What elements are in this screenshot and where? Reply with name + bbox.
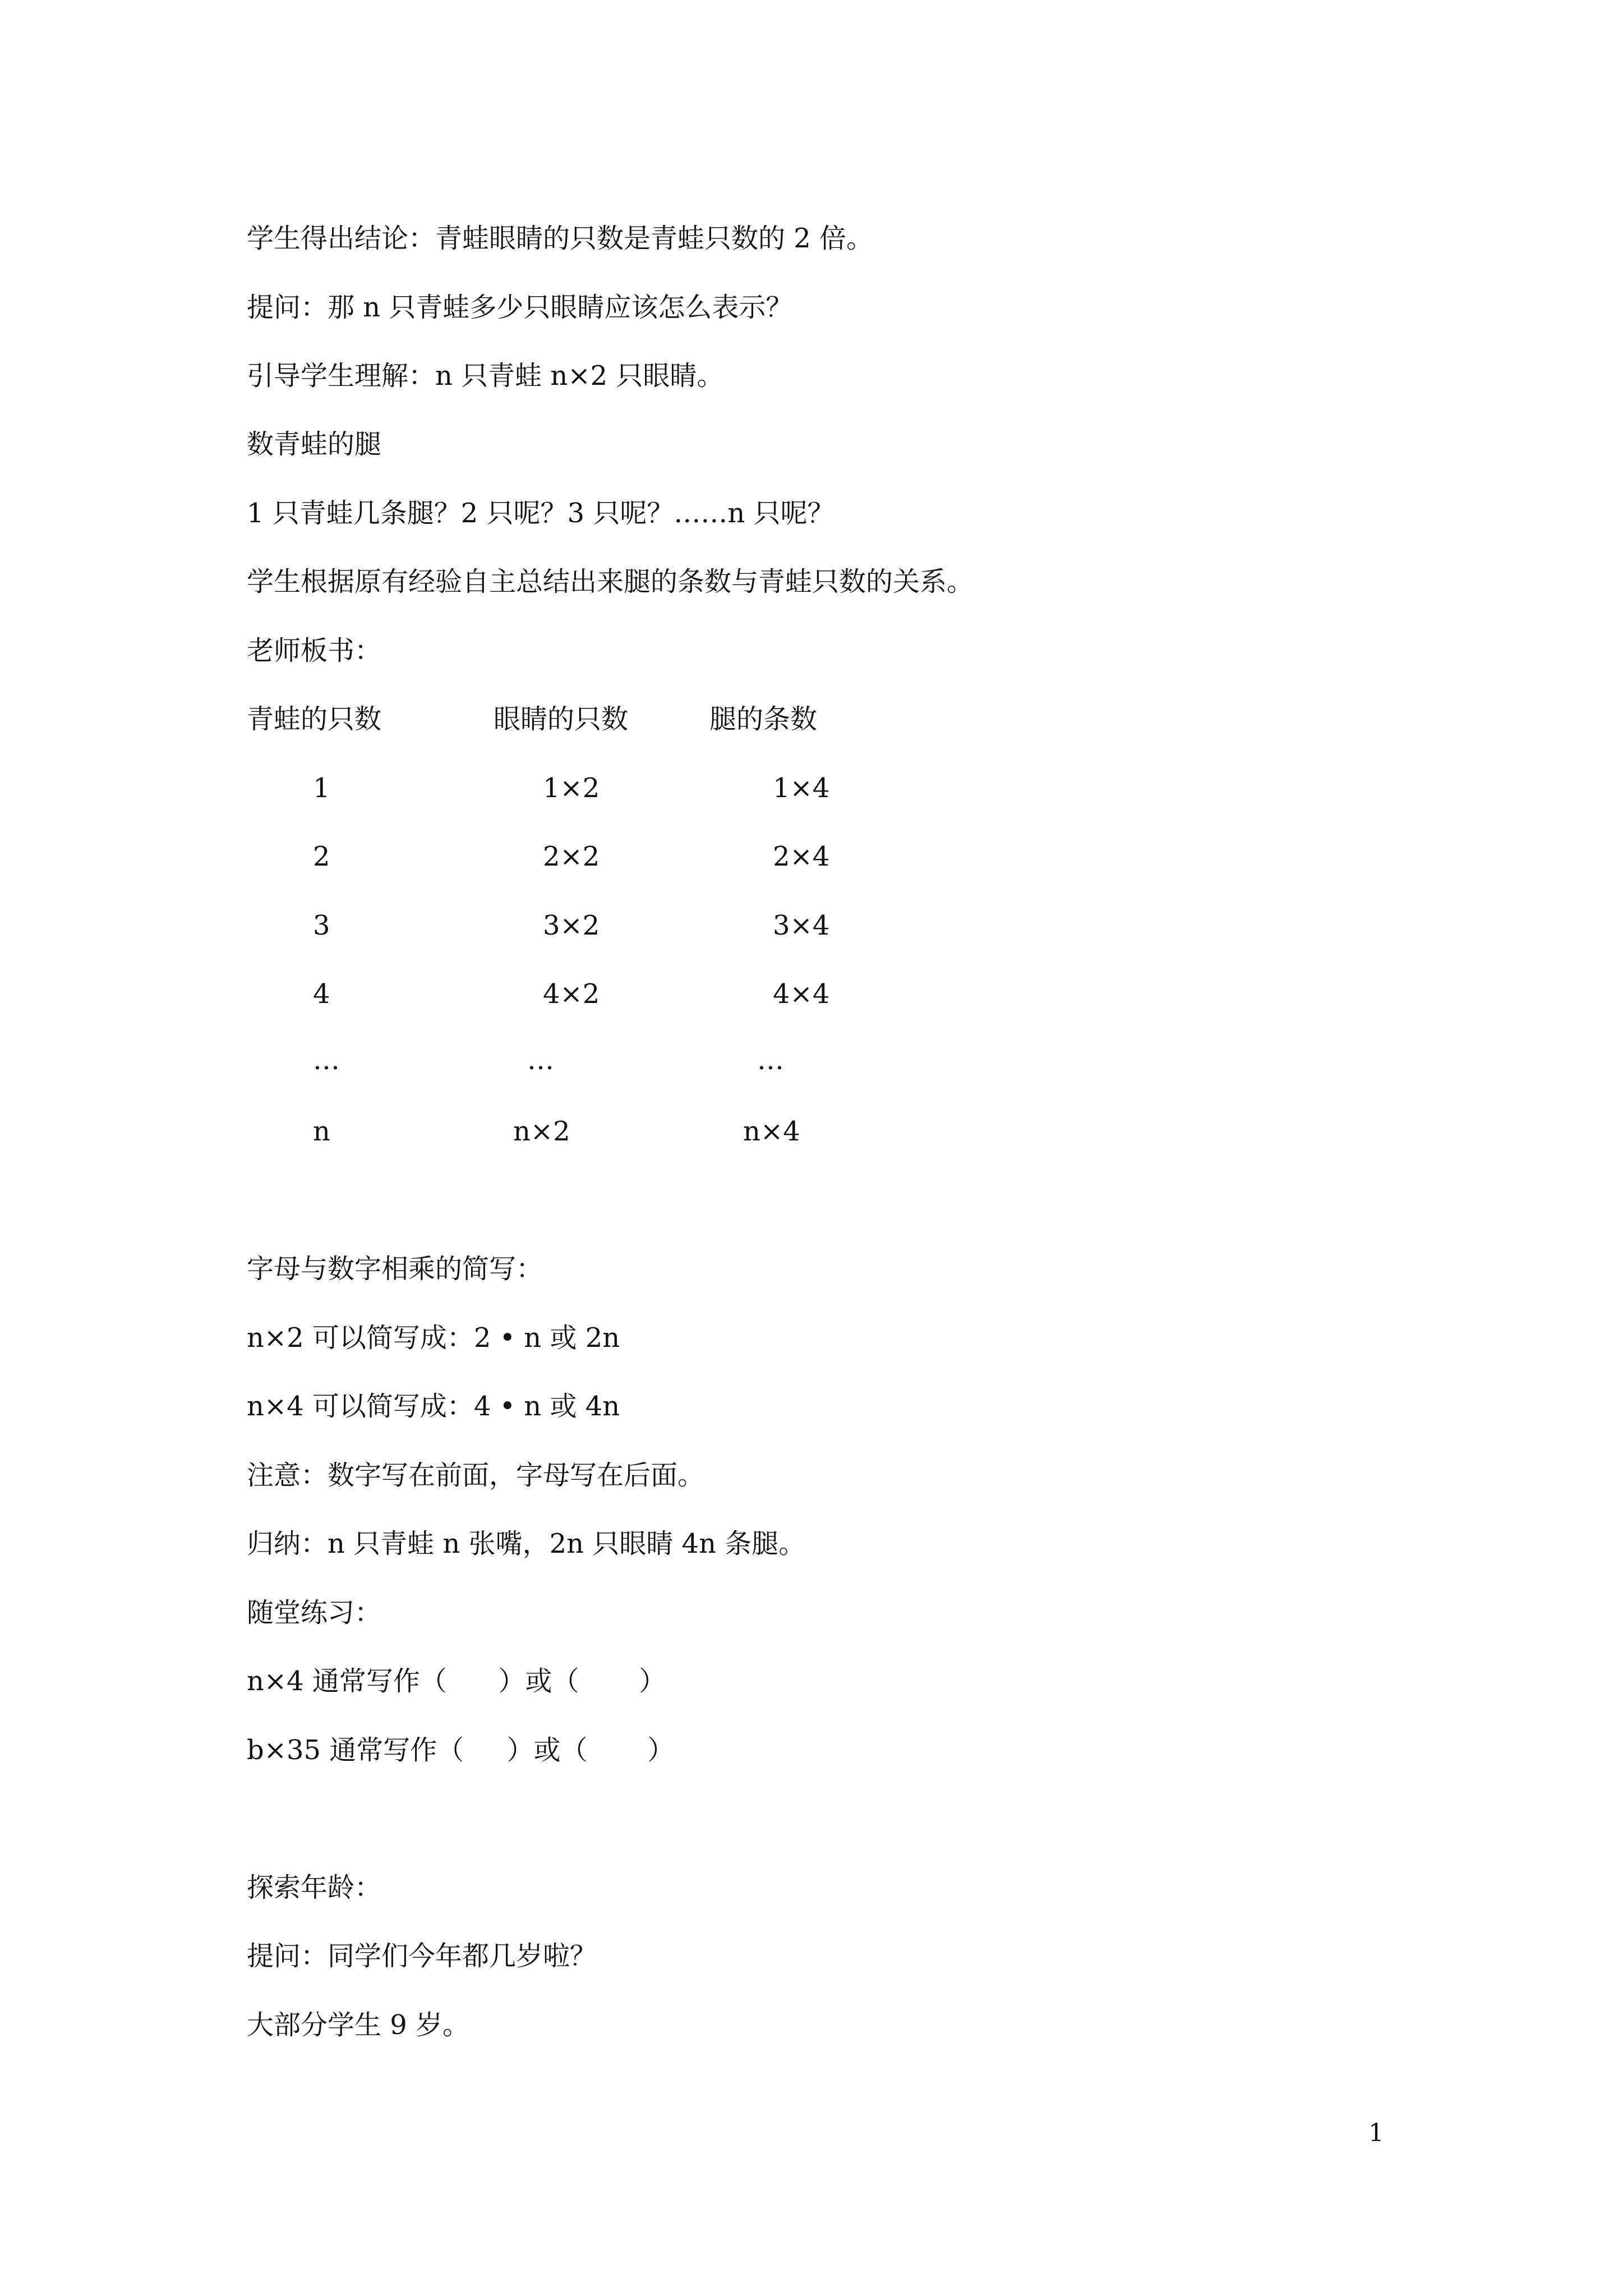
table-cell: n — [313, 1116, 330, 1147]
induction-line: 归纳：n 只青蛙 n 张嘴，2n 只眼睛 4n 条腿。 — [247, 1528, 806, 1559]
abbreviation-example-1: n×2 可以简写成：2 • n 或 2n — [247, 1322, 620, 1354]
page-number: 1 — [1368, 2119, 1384, 2147]
section-heading: 数青蛙的腿 — [247, 429, 382, 460]
table-cell: … — [313, 1045, 340, 1076]
age-answer: 大部分学生 9 岁。 — [247, 2009, 470, 2041]
table-cell: 4 — [313, 978, 330, 1010]
practice-heading: 随堂练习： — [247, 1597, 382, 1628]
legs-question-line: 1 只青蛙几条腿？2 只呢？3 只呢？……n 只呢？ — [247, 498, 834, 529]
question-line: 提问：那 n 只青蛙多少只眼睛应该怎么表示？ — [247, 292, 793, 323]
abbreviation-heading: 字母与数字相乘的简写： — [247, 1253, 543, 1285]
table-cell: n×2 — [513, 1116, 570, 1147]
table-cell: 4×2 — [543, 978, 600, 1010]
abbreviation-example-2: n×4 可以简写成：4 • n 或 4n — [247, 1391, 620, 1422]
table-cell: … — [527, 1045, 554, 1076]
summary-line: 学生根据原有经验自主总结出来腿的条数与青蛙只数的关系。 — [247, 566, 974, 597]
practice-item-1: n×4 通常写作（ ）或（ ） — [247, 1665, 666, 1697]
table-cell: n×4 — [743, 1116, 800, 1147]
conclusion-line: 学生得出结论：青蛙眼睛的只数是青蛙只数的 2 倍。 — [247, 223, 874, 254]
table-cell: 1 — [313, 772, 330, 804]
table-header-frogs: 青蛙的只数 — [247, 703, 382, 735]
table-cell: 3 — [313, 910, 330, 941]
table-cell: … — [757, 1045, 784, 1076]
table-cell: 3×4 — [773, 910, 830, 941]
table-cell: 4×4 — [773, 978, 830, 1010]
table-header-legs: 腿的条数 — [709, 703, 818, 735]
guide-line: 引导学生理解：n 只青蛙 n×2 只眼睛。 — [247, 360, 724, 392]
age-question: 提问：同学们今年都几岁啦？ — [247, 1940, 597, 1972]
table-cell: 2×2 — [543, 841, 600, 872]
table-cell: 3×2 — [543, 910, 600, 941]
table-cell: 2×4 — [773, 841, 830, 872]
age-heading: 探索年龄： — [247, 1872, 382, 1903]
table-cell: 2 — [313, 841, 330, 872]
note-line: 注意：数字写在前面，字母写在后面。 — [247, 1460, 705, 1491]
table-cell: 1×4 — [773, 772, 830, 804]
table-cell: 1×2 — [543, 772, 600, 804]
blackboard-label: 老师板书： — [247, 635, 382, 666]
table-header-eyes: 眼睛的只数 — [494, 703, 629, 735]
practice-item-2: b×35 通常写作（ ）或（ ） — [247, 1734, 675, 1766]
